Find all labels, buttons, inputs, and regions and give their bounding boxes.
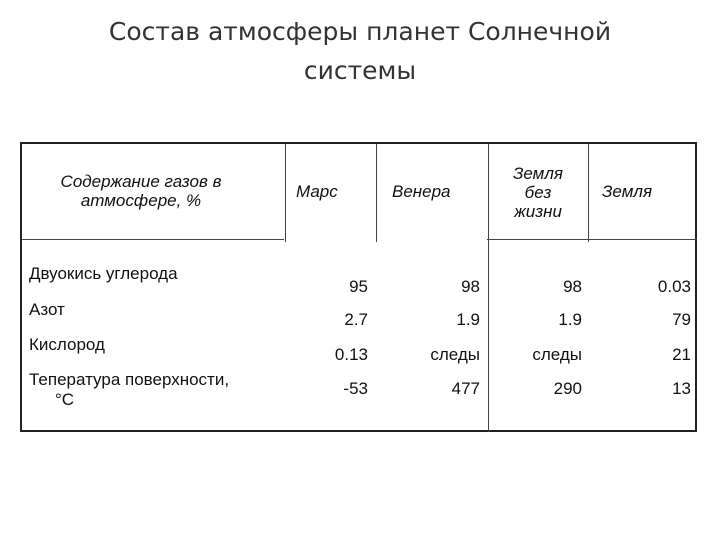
header-mars: Марс: [296, 182, 338, 201]
header-venus: Венера: [392, 182, 451, 201]
header-earth-no-life-line-1: Земля: [512, 164, 564, 183]
cell-co2-venus: 98: [461, 277, 480, 296]
row-label-co2: Двуокись углерода: [29, 264, 178, 283]
row-label-temperature-line-2: °С: [55, 390, 75, 409]
cell-oxygen-venus: следы: [430, 345, 480, 364]
cell-co2-mars: 95: [349, 277, 368, 296]
cell-oxygen-earth: 21: [672, 345, 691, 364]
cell-nitrogen-earth: 79: [672, 310, 691, 329]
header-parameter-line-1: Содержание газов в: [60, 172, 222, 191]
cell-oxygen-earth-no-life: следы: [532, 345, 582, 364]
cell-co2-earth-no-life: 98: [563, 277, 582, 296]
header-earth-no-life-line-2: без: [524, 183, 552, 202]
title-line-1: Состав атмосферы планет Солнечной: [108, 17, 612, 46]
header-parameter: [26, 172, 256, 210]
header-parameter-line-2: атмосфере, %: [80, 191, 202, 210]
header-earth-no-life-line-3: жизни: [514, 202, 562, 221]
cell-co2-earth: 0.03: [657, 277, 691, 296]
page-title: [60, 12, 660, 90]
header-divider: [22, 239, 284, 240]
cell-oxygen-mars: 0.13: [334, 345, 368, 364]
cell-temperature-venus: 477: [451, 379, 480, 398]
row-label-temperature-line-1: Тепература поверхности,: [29, 370, 230, 389]
header-earth-no-life: [488, 164, 588, 221]
column-divider: [285, 144, 286, 242]
column-divider: [588, 144, 589, 242]
header-earth: Земля: [602, 182, 653, 201]
cell-nitrogen-mars: 2.7: [344, 310, 368, 329]
cell-nitrogen-earth-no-life: 1.9: [558, 310, 582, 329]
row-label-temperature: [29, 370, 229, 410]
title-line-2: системы: [303, 56, 417, 85]
cell-temperature-mars: -53: [343, 379, 368, 398]
row-label-oxygen: Кислород: [29, 335, 105, 354]
cell-temperature-earth: 13: [672, 379, 691, 398]
header-divider: [487, 239, 697, 240]
row-label-nitrogen: Азот: [29, 300, 65, 319]
cell-nitrogen-venus: 1.9: [456, 310, 480, 329]
column-divider: [376, 144, 377, 242]
atmosphere-table: [20, 142, 697, 432]
cell-temperature-earth-no-life: 290: [553, 379, 582, 398]
